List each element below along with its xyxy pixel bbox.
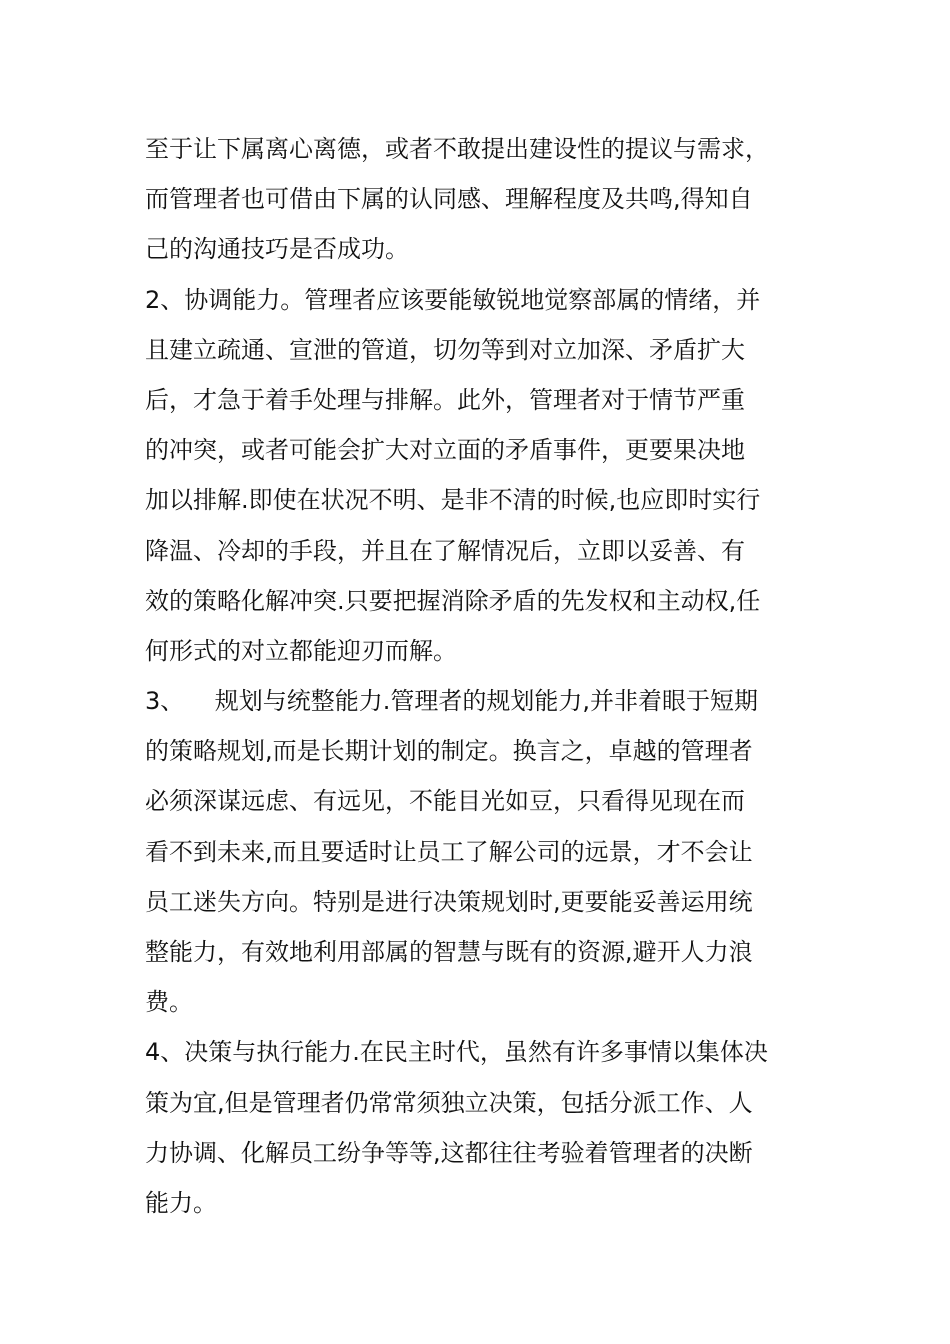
text-line: 2、协调能力。管理者应该要能敏锐地觉察部属的情绪，并 bbox=[145, 285, 761, 314]
text-line: 3、 规划与统整能力.管理者的规划能力,并非着眼于短期 bbox=[145, 687, 759, 716]
text-line: 看不到未来,而且要适时让员工了解公司的远景，才不会让 bbox=[145, 837, 753, 866]
text-line: 至于让下属离心离德，或者不敢提出建设性的提议与需求， bbox=[145, 135, 769, 163]
body-text bbox=[145, 124, 815, 1228]
text-line: 的冲突，或者可能会扩大对立面的矛盾事件，更要果决地 bbox=[145, 436, 745, 465]
text-line: 且建立疏通、宣泄的管道，切勿等到对立加深、矛盾扩大 bbox=[145, 335, 745, 364]
text-line: 降温、冷却的手段，并且在了解情况后，立即以妥善、有 bbox=[145, 536, 745, 565]
text-line: 必须深谋远虑、有远见，不能目光如豆，只看得见现在而 bbox=[145, 787, 745, 816]
text-line: 己的沟通技巧是否成功。 bbox=[145, 235, 409, 264]
text-line: 的策略规划,而是长期计划的制定。换言之，卓越的管理者 bbox=[145, 737, 753, 766]
text-line: 效的策略化解冲突.只要把握消除矛盾的先发权和主动权,任 bbox=[145, 586, 761, 615]
text-line: 策为宜,但是管理者仍常常须独立决策，包括分派工作、人 bbox=[145, 1088, 753, 1117]
text-line: 力协调、化解员工纷争等等,这都往往考验着管理者的决断 bbox=[145, 1138, 753, 1167]
text-line: 后，才急于着手处理与排解。此外，管理者对于情节严重 bbox=[145, 385, 745, 414]
text-line: 员工迷失方向。特别是进行决策规划时,更要能妥善运用统 bbox=[145, 887, 753, 916]
text-line: 费。 bbox=[145, 988, 193, 1017]
text-line: 加以排解.即使在状况不明、是非不清的时候,也应即时实行 bbox=[145, 486, 761, 515]
text-line: 整能力，有效地利用部属的智慧与既有的资源,避开人力浪 bbox=[145, 938, 753, 966]
text-line: 何形式的对立都能迎刃而解。 bbox=[145, 636, 457, 665]
text-line: 4、决策与执行能力.在民主时代，虽然有许多事情以集体决 bbox=[145, 1038, 768, 1067]
text-line: 能力。 bbox=[145, 1188, 217, 1217]
text-line: 而管理者也可借由下属的认同感、理解程度及共鸣,得知自 bbox=[145, 185, 753, 214]
